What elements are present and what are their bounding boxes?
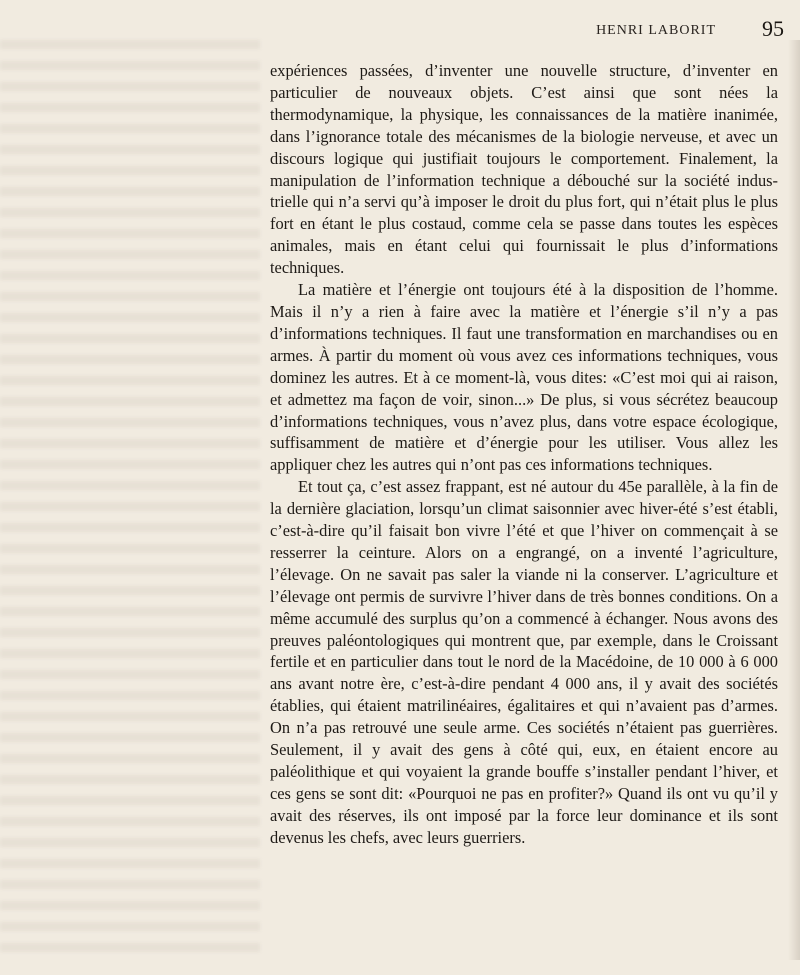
page-header [270, 16, 784, 46]
page-edge-shadow [788, 40, 800, 960]
paragraph-3: Et tout ça, c’est assez frappant, est né autour du 45e parallèle, à la fin de la dernière glaciation, lorsqu’un climat saisonnier avec hiver-été s’est établi, c’est-à-dire qu’il faisait bon vivre l’été et que l’hiver on commençait à se resserrer la ceinture. Alors on a engrangé, on a inventé l’agriculture, l’élevage. On ne savait pas saler la viande ni la conserver. L’agriculture et l’élevage ont permis de survivre l’hiver dans de très bonnes conditions. On a même accumulé des surplus qu’on a commencé à échanger. Nous avons des preuves paléontologiques qui montrent que, par exemple, dans le Croissant fertile et en particulier dans tout le nord de la Macédoine, de 10 000 à 6 000 ans avant notre ère, c’est-à-dire pendant 4 000 ans, il y avait des sociétés établies, qui étaient matrilinéaires, égalitaires et qui n’avaient pas d’armes. On n’a pas retrouvé une seule arme. Ces sociétés n’étaient pas guerrières. Seulement, il y avait des gens à côté qui, eux, en étaient encore au paléolithique et qui voyaient la grande bouffe s’installer pendant l’hiver, et ces gens se sont dit: «Pourquoi ne pas en profiter?» Quand ils ont vu qu’il y avait des réserves, ils ont imposé par la force leur dominance et ils sont devenus les chefs, avec leurs guerriers. [270, 477, 778, 847]
body-text [270, 60, 778, 849]
facing-page-show-through [0, 40, 260, 960]
paragraph-1: expériences passées, d’inventer une nouvelle structure, d’inventer en particulier de nouveaux objets. C’est ainsi que sont nées la thermodynamique, la physique, les connaissances de la matière inanimée, dans l’ignorance totale des mécanismes de la biologie nerveuse, et avec un discours logique qui justifiait toujours le comportement. Finalement, la manipulation de l’information technique a débouché sur la société industrielle qui n’a servi qu’à imposer le droit du plus fort, qui n’était plus le plus fort en étant le plus costaud, comme cela se passe dans toutes les espèces animales, mais en étant celui qui fournissait le plus d’informations techniques. [270, 61, 778, 278]
running-head: HENRI LABORIT [596, 23, 716, 38]
paragraph-2: La matière et l’énergie ont toujours été à la disposition de l’homme. Mais il n’y a rien à faire avec la matière et l’énergie s’il n’y a pas d’informations techniques. Il faut une transformation en marchandises ou en armes. À partir du moment où vous avez ces informations techniques, vous dominez les autres. Et à ce moment-là, vous dites: «C’est moi qui ai raison, et admettez ma façon de voir, sinon...» De plus, si vous sécrétez beaucoup d’informations techniques, vous n’avez plus, dans votre espace écologique, suffisamment de matière et d’énergie pour les utiliser. Vous allez les appliquer chez les autres qui n’ont pas ces informations techniques. [270, 280, 778, 475]
page-number: 95 [762, 16, 784, 41]
